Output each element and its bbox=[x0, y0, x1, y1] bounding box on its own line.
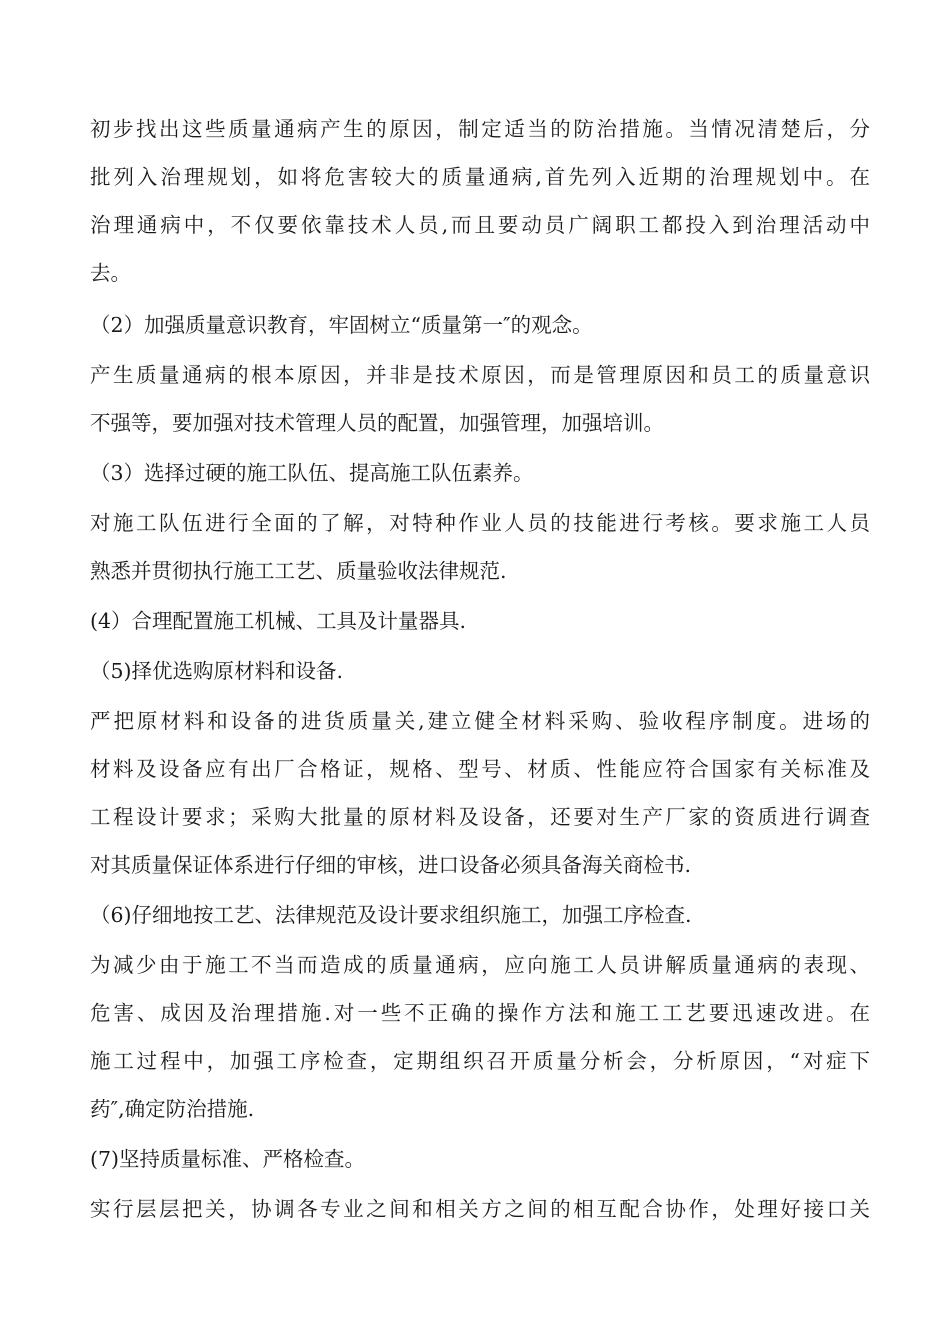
text-line: 批列入治理规划，如将危害较大的质量通病,首先列入近期的治理规划中。在 bbox=[90, 165, 870, 189]
text-line: 去。 bbox=[90, 261, 131, 285]
section-heading: （2）加强质量意识教育，牢固树立“质量第一″的观念。 bbox=[90, 313, 593, 337]
text-line: 为减少由于施工不当而造成的质量通病，应向施工人员讲解质量通病的表现、 bbox=[90, 953, 870, 977]
text-line: 危害、成因及治理措施.对一些不正确的操作方法和施工工艺要迅速改进。在 bbox=[90, 1001, 870, 1025]
text-line: 严把原材料和设备的进货质量关,建立健全材料采购、验收程序制度。进场的 bbox=[90, 709, 870, 733]
text-line: 材料及设备应有出厂合格证，规格、型号、材质、性能应符合国家有关标准及 bbox=[90, 757, 870, 781]
text-line: 对其质量保证体系进行仔细的审核，进口设备必须具备海关商检书. bbox=[90, 853, 692, 877]
text-line: 初步找出这些质量通病产生的原因，制定适当的防治措施。当情况清楚后，分 bbox=[90, 117, 870, 141]
text-line: 熟悉并贯彻执行施工工艺、质量验收法律规范. bbox=[90, 559, 507, 583]
text-line: 治理通病中，不仅要依靠技术人员,而且要动员广阔职工都投入到治理活动中 bbox=[90, 213, 870, 237]
section-heading: （5)择优选购原材料和设备. bbox=[90, 659, 344, 683]
section-heading: (7)坚持质量标准、严格检查。 bbox=[90, 1147, 366, 1171]
text-line: 工程设计要求；采购大批量的原材料及设备，还要对生产厂家的资质进行调查 bbox=[90, 805, 870, 829]
text-line: 施工过程中，加强工序检查，定期组织召开质量分析会，分析原因，“对症下 bbox=[90, 1049, 870, 1073]
section-heading: (4）合理配置施工机械、工具及计量器具. bbox=[90, 609, 467, 633]
text-line: 对施工队伍进行全面的了解，对特种作业人员的技能进行考核。要求施工人员 bbox=[90, 511, 870, 535]
text-line: 产生质量通病的根本原因，并非是技术原因，而是管理原因和员工的质量意识 bbox=[90, 363, 870, 387]
section-heading: （3）选择过硬的施工队伍、提高施工队伍素养。 bbox=[90, 461, 534, 485]
text-line: 药″,确定防治措施. bbox=[90, 1097, 255, 1121]
text-line: 实行层层把关，协调各专业之间和相关方之间的相互配合协作，处理好接口关 bbox=[90, 1197, 870, 1221]
section-heading: （6)仔细地按工艺、法律规范及设计要求组织施工，加强工序检查. bbox=[90, 903, 692, 927]
text-line: 不强等，要加强对技术管理人员的配置，加强管理，加强培训。 bbox=[90, 411, 664, 435]
